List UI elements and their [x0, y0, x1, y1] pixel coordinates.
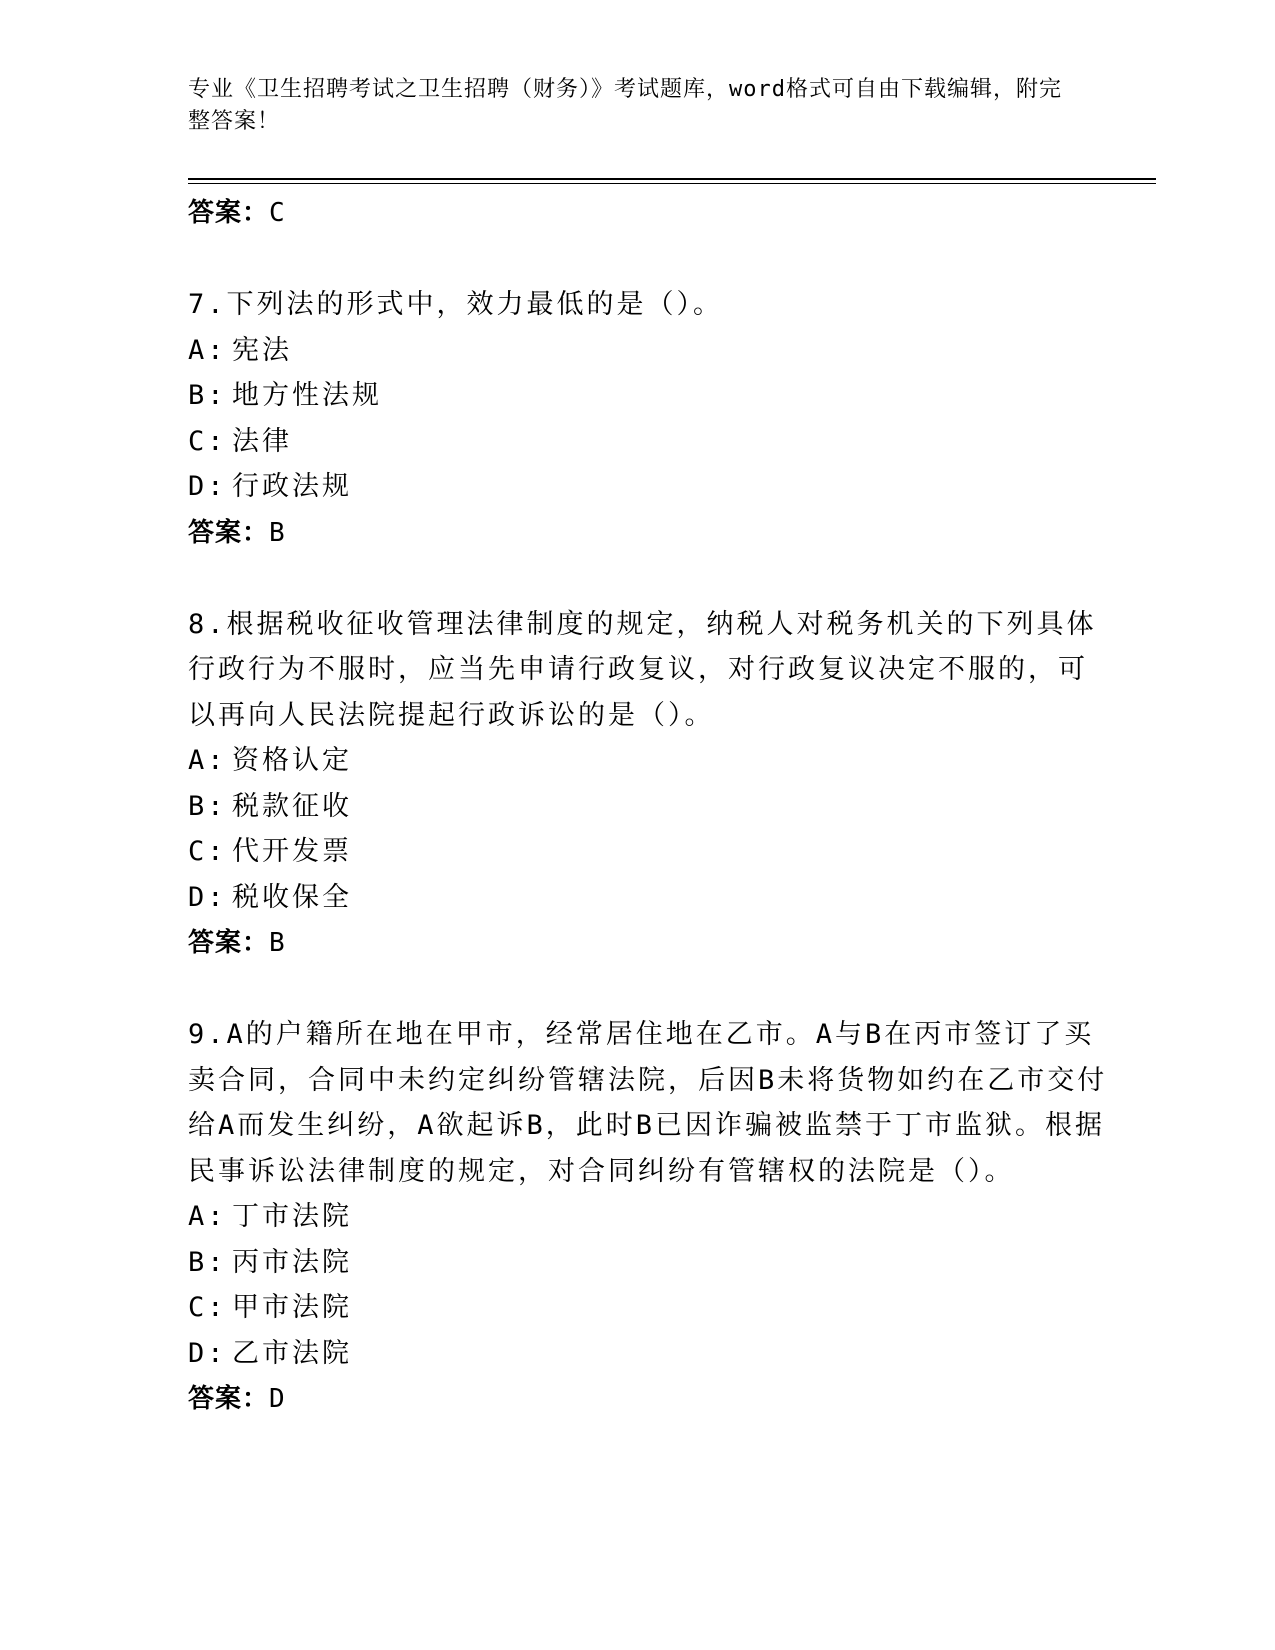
option-text: 甲市法院	[232, 1292, 352, 1323]
option-label: B:	[188, 1246, 227, 1278]
option-label: B:	[188, 790, 227, 822]
option-text: 丁市法院	[232, 1201, 352, 1232]
option-text: 资格认定	[232, 745, 352, 776]
answer-value: B	[269, 928, 286, 958]
option-label: C:	[188, 425, 227, 457]
option-label: A:	[188, 334, 227, 366]
spacer	[188, 236, 1108, 282]
question-block	[188, 1012, 1108, 1422]
answer-value: B	[269, 517, 286, 548]
question-block	[188, 282, 1108, 556]
spacer	[188, 556, 1108, 602]
question-text: 8.根据税收征收管理法律制度的规定，纳税人对税务机关的下列具体行政行为不服时，应当先申请行政复议，对行政复议决定不服的，可以再向人民法院提起行政诉讼的是（）。	[188, 608, 1097, 731]
option-d	[188, 464, 1108, 510]
spacer	[188, 966, 1108, 1012]
answer-line	[188, 920, 1108, 966]
option-c	[188, 1285, 1108, 1331]
option-c	[188, 829, 1108, 875]
option-label: A:	[188, 1201, 227, 1232]
option-a	[188, 1194, 1108, 1240]
option-text: 代开发票	[232, 836, 352, 867]
answer-label: 答案：	[188, 198, 270, 228]
answer-label: 答案：	[188, 1384, 270, 1414]
option-text: 税收保全	[232, 881, 352, 913]
option-text: 行政法规	[232, 471, 352, 502]
option-label: A:	[188, 745, 227, 776]
option-label: D:	[188, 881, 227, 913]
header-divider-thin	[188, 183, 1156, 184]
option-text: 丙市法院	[232, 1246, 352, 1278]
answer-label: 答案：	[188, 928, 270, 958]
option-text: 宪法	[232, 334, 292, 366]
option-b	[188, 373, 1108, 419]
answer-line	[188, 190, 1108, 236]
question-text: 7.下列法的形式中，效力最低的是（）。	[188, 289, 724, 320]
answer-value: C	[269, 198, 286, 228]
question-content	[188, 190, 1108, 1422]
option-b	[188, 1240, 1108, 1286]
option-label: B:	[188, 380, 227, 411]
answer-label: 答案：	[188, 517, 270, 548]
answer-line	[188, 1376, 1108, 1422]
answer-value: D	[269, 1384, 286, 1414]
option-label: D:	[188, 471, 227, 502]
option-text: 地方性法规	[232, 380, 382, 411]
option-d	[188, 1331, 1108, 1377]
option-b	[188, 784, 1108, 830]
answer-line	[188, 510, 1108, 556]
header-divider-thick	[188, 178, 1156, 180]
option-text: 税款征收	[232, 790, 352, 822]
question-text: 9.A的户籍所在地在甲市，经常居住地在乙市。A与B在丙市签订了买卖合同，合同中未约定纠纷管辖法院，后因B未将货物如约在乙市交付给A而发生纠纷，A欲起诉B，此时B已因诈骗被监禁于丁市监狱。根据民事诉讼法律制度的规定，对合同纠纷有管辖权的法院是（）。	[188, 1019, 1108, 1187]
option-a	[188, 328, 1108, 374]
question-block	[188, 602, 1108, 967]
option-d	[188, 875, 1108, 921]
option-a	[188, 738, 1108, 784]
option-label: C:	[188, 836, 227, 867]
option-text: 乙市法院	[232, 1337, 352, 1369]
document-header: 专业《卫生招聘考试之卫生招聘（财务）》考试题库，word格式可自由下载编辑，附完整答案！	[188, 77, 1062, 134]
option-label: D:	[188, 1337, 227, 1369]
option-c	[188, 419, 1108, 465]
option-text: 法律	[232, 425, 292, 457]
option-label: C:	[188, 1292, 227, 1323]
